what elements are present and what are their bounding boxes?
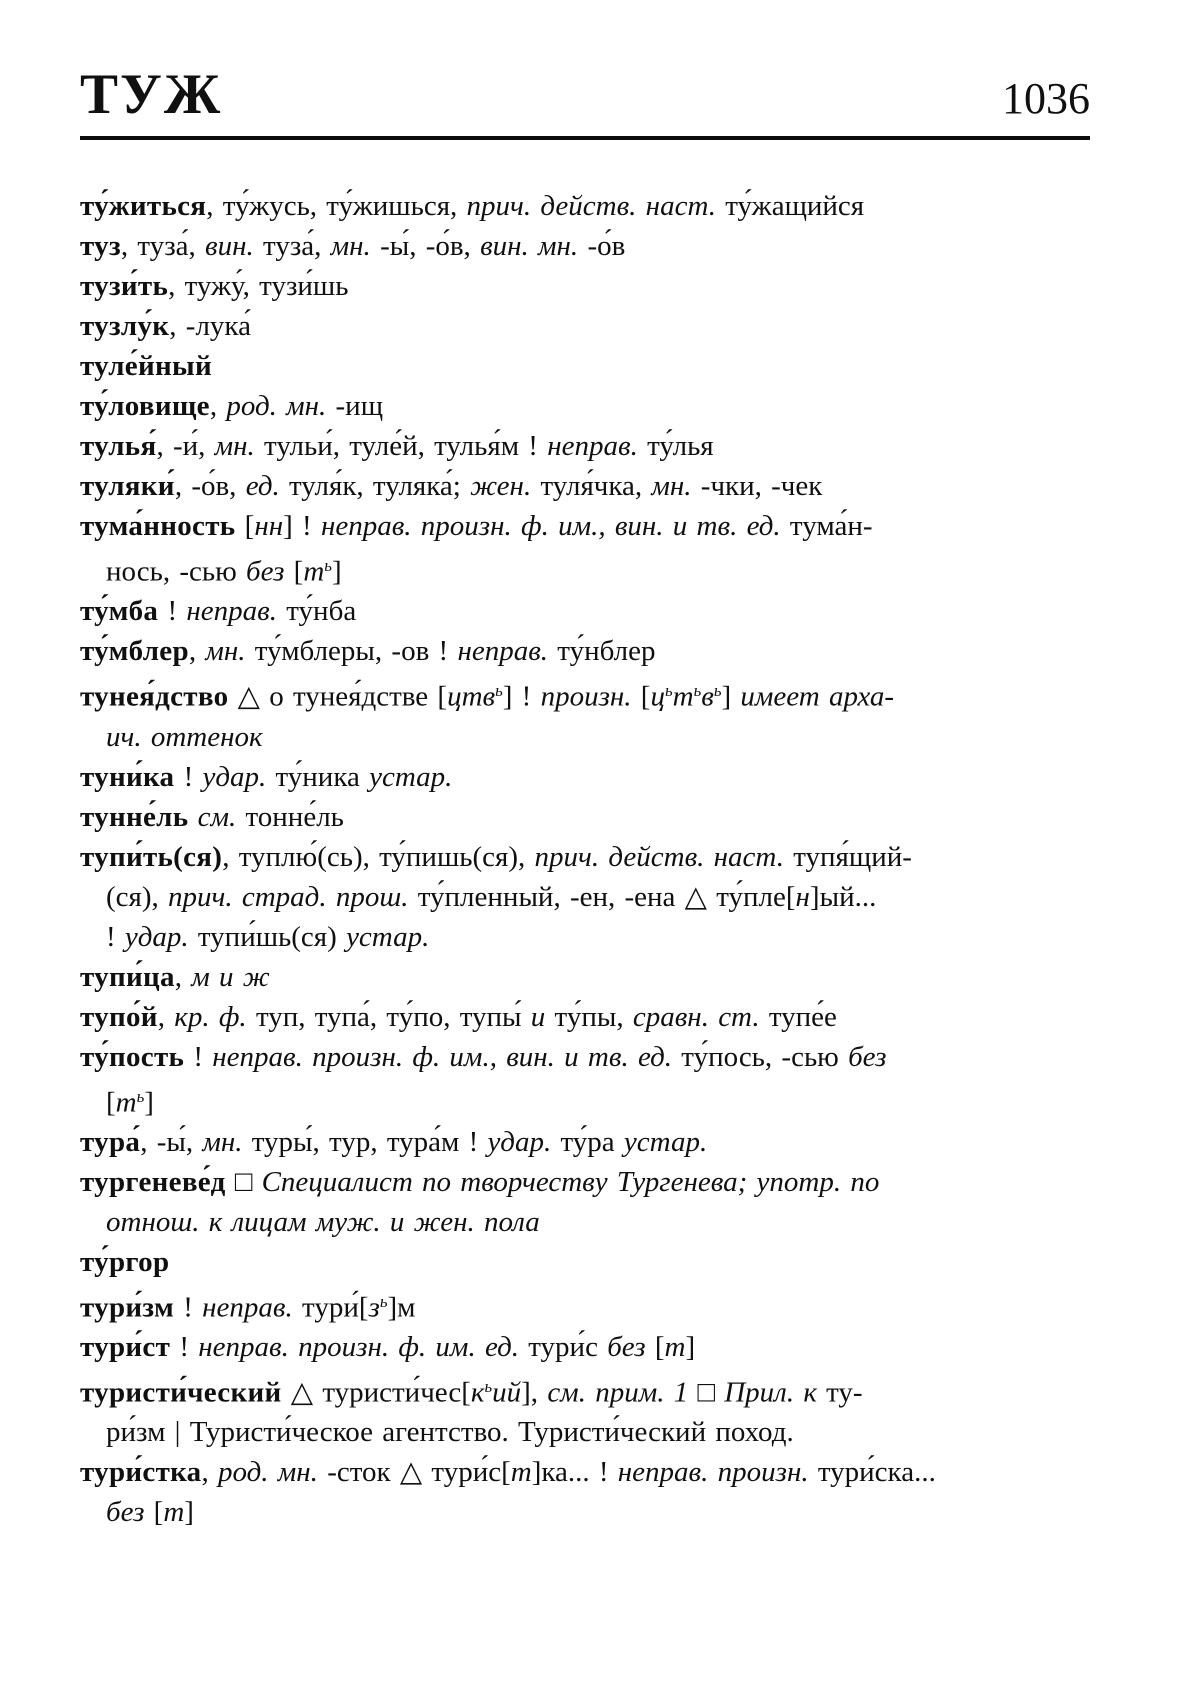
text-segment: ту́житься [80,190,207,222]
text-segment: род. мн. [218,1456,318,1489]
text-segment: , [188,635,206,668]
text-segment: ту́лья [637,430,714,462]
text-segment: ту́мблеры, -ов ! [245,635,458,668]
text-segment: туз [80,230,121,262]
text-segment: тури́с [519,1331,608,1363]
text-segment: ] [721,680,741,713]
text-segment: имеет арха- [740,680,895,713]
text-segment: т [303,555,325,588]
text-segment: △ о тунея́дстве [ [228,680,448,713]
text-segment: ] [685,1331,696,1363]
entry-line [80,1367,1090,1412]
text-segment: устар. [623,1125,708,1158]
text-segment: тура́ [80,1125,141,1158]
text-segment: (ся), [106,880,169,913]
text-segment: неправ. [186,595,278,628]
text-segment: мн. [202,1125,243,1158]
text-segment: прич. страд. прош. [168,880,409,913]
text-segment: тупо́й [80,1000,158,1033]
text-segment: тонне́ль [236,800,344,833]
text-segment: мн. [214,430,255,462]
text-segment: ь [379,1291,388,1311]
text-segment: ту́пы, [545,1000,633,1033]
text-segment: т [672,680,694,713]
text-segment: ц [650,680,665,713]
text-segment: [ [631,680,651,713]
text-segment [188,801,197,833]
entry-line [80,631,1090,671]
text-segment: , туза́, [120,230,206,262]
text-segment: ту́жащийся [716,190,865,222]
text-segment: Прил. к [724,1376,817,1409]
entry-line [80,917,1090,957]
text-segment: [ [106,1085,116,1118]
text-segment: удар. [124,920,189,953]
text-segment: ту́ника [266,760,370,793]
text-segment: тунне́ль [80,800,189,833]
entry-line [80,1282,1090,1327]
entry-line [80,837,1090,877]
text-segment: тупи́ть(ся) [80,840,223,873]
text-segment: см. прим. 1 [547,1376,689,1409]
entry-line [80,226,1090,266]
text-segment: ь [495,681,503,701]
text-segment: ] [331,555,342,588]
text-segment: неправ. [457,635,549,668]
text-segment: тупя́щий- [783,840,912,873]
entry-line [80,1412,1090,1452]
entry-line [80,186,1090,226]
entry-line [80,877,1090,917]
text-segment: неправ. произн. ф. им., вин. и тв. ед. [320,510,781,542]
text-segment: неправ. [547,430,638,462]
entry-line [80,1452,1090,1492]
text-segment: удар. [487,1125,552,1158]
text-segment: тулья́ [80,430,157,462]
text-segment: устар. [369,760,453,793]
text-segment: , -ы́, [140,1125,203,1158]
entry-line [80,671,1090,716]
entry-line [80,506,1090,546]
entry-line [80,1077,1090,1122]
text-segment: тури́ска... [808,1456,936,1489]
text-segment: туп, тупа́, ту́по, тупы́ [246,1000,531,1033]
text-segment: ич. оттенок [106,720,263,753]
entry-line [80,1202,1090,1242]
text-segment: удар. [202,760,267,793]
text-segment: т [163,1496,185,1529]
text-segment: устар. [346,920,430,953]
text-segment: туля́чка, [531,470,652,502]
text-segment: [ [144,1496,164,1529]
text-segment: , [201,1456,218,1489]
text-segment: тури́[ [292,1291,369,1323]
text-segment: ! [174,760,203,793]
text-segment: туры́, тур, тура́м ! [242,1125,488,1158]
text-segment: ! [158,595,187,628]
text-segment: тупе́е [759,1000,837,1033]
text-segment: ь [136,1086,145,1106]
text-segment: туляки́ [80,470,175,502]
text-segment: без [607,1331,646,1363]
text-segment: [ [235,510,255,542]
text-segment: тупи́шь(ся) [188,920,347,953]
entry-line [80,1162,1090,1202]
text-segment: неправ. произн. [617,1456,809,1489]
text-segment: ] ! [502,680,541,713]
text-segment: цтв [447,680,496,713]
text-segment: -сток △ тури́с[ [317,1456,511,1489]
entry-line [80,797,1090,837]
text-segment: ], [521,1376,548,1409]
header-page-number: 1036 [1002,74,1090,123]
entry-line [80,306,1090,346]
text-segment: тузи́ть [80,270,169,302]
text-segment: □ [225,1165,262,1198]
text-segment: неправ. произн. ф. им. ед. [198,1331,520,1363]
text-segment: ! [106,920,125,953]
text-segment: тунея́дство [80,680,229,713]
text-segment: тузлу́к [80,310,170,342]
text-segment: ту́ловище [80,390,210,422]
text-segment: в [701,680,714,713]
dictionary-text-block [80,186,1090,1532]
text-segment: ту́мба [80,595,159,628]
text-segment: туля́к, туляка́; [279,470,471,502]
text-segment: род. мн. [226,390,327,422]
text-segment: тума́нность [80,510,236,542]
header-headword: ТУЖ [80,63,223,126]
text-segment: ри́зм | Туристи́ческое агентство. Туристи́ческий поход. [106,1416,794,1449]
text-segment: [ [284,555,304,588]
text-segment: без [848,1040,887,1073]
text-segment: ь [324,556,332,575]
entry-line [80,546,1090,591]
text-segment: ] ! [283,510,321,542]
text-segment: ]ка... ! [531,1456,618,1489]
entry-line [80,1492,1090,1532]
entry-line [80,957,1090,997]
text-segment: м и ж [191,960,270,993]
text-segment: без [246,555,285,588]
text-segment: мн. [330,230,371,262]
text-segment: неправ. [202,1291,293,1323]
entry-line [80,346,1090,386]
text-segment: ь [664,681,673,701]
text-segment: тури́ст [80,1331,171,1363]
text-segment: ий [492,1376,522,1409]
text-segment: , [157,1000,175,1033]
text-segment: вин. мн. [480,230,579,262]
text-segment: т [664,1331,686,1363]
entry-line [80,1327,1090,1367]
header-divider-rule [80,136,1090,140]
text-segment: мн. [205,635,246,668]
text-segment: □ [688,1376,725,1409]
text-segment: нось, -сью [106,555,247,588]
text-segment: туза́, [253,230,331,262]
entry-line [80,997,1090,1037]
text-segment: см. [197,800,237,833]
text-segment: ] [184,1496,194,1529]
text-segment: з [368,1291,380,1323]
text-segment: тульи́, туле́й, тулья́м ! [254,430,548,462]
text-segment: прич. действ. наст. [466,190,716,222]
text-segment: [ [645,1331,665,1363]
text-segment: -ы́, -о́в, [370,230,481,262]
entry-line [80,757,1090,797]
text-segment: тупи́ца [80,960,175,993]
text-segment: ту́ргор [80,1245,170,1278]
text-segment: сравн. ст. [632,1000,760,1033]
text-segment: , -и́, [156,430,215,462]
text-segment: вин. [205,230,254,262]
text-segment: ]ый... [809,880,877,913]
text-segment: без [106,1496,145,1529]
text-segment: тума́н- [780,510,873,542]
text-segment: ] [144,1085,154,1118]
text-segment: прич. действ. наст. [534,840,784,873]
text-segment: кр. ф. [174,1000,247,1033]
text-segment: жен. [470,470,532,502]
text-segment: ту- [816,1376,863,1409]
text-segment: т [510,1456,532,1489]
text-segment: ту́нблер [548,635,656,668]
text-segment: ту́ра [551,1125,624,1158]
entry-line [80,717,1090,757]
text-segment: , туплю́(сь), ту́пишь(ся), [222,840,535,873]
text-segment: ту́пость [80,1040,185,1073]
text-segment: , [209,390,227,422]
text-segment: Специалист по творчеству Тургенева; употр. по [261,1165,880,1198]
text-segment: ту́пленный, -ен, -ена △ ту́пле[ [408,880,796,913]
entry-line [80,466,1090,506]
text-segment: тургеневе́д [80,1165,226,1198]
entry-line [80,426,1090,466]
text-segment: тури́стка [80,1456,202,1489]
text-segment: тури́зм [80,1291,174,1323]
text-segment: туле́йный [80,350,212,382]
page-header [80,63,1090,126]
text-segment: , [174,960,192,993]
text-segment: нн [254,510,284,542]
text-segment: ту́мблер [80,635,189,668]
text-segment: ! [184,1040,213,1073]
text-segment: ед. [245,470,280,502]
text-segment: , -лука́ [169,310,251,342]
text-segment: отнош. к лицам муж. и жен. пола [106,1205,540,1238]
entry-line [80,1242,1090,1282]
text-segment: ]м [387,1291,416,1323]
text-segment: -ищ [326,390,384,422]
text-segment: ! [170,1331,199,1363]
entry-line [80,1037,1090,1077]
text-segment: произн. [540,680,632,713]
entry-line [80,591,1090,631]
text-segment: н [795,880,810,913]
text-segment: туни́ка [80,760,175,793]
text-segment: , -о́в, [174,470,246,502]
text-segment: т [115,1085,137,1118]
entry-line [80,386,1090,426]
text-segment: △ туристи́чес[ [281,1376,471,1409]
text-segment: мн. [651,470,692,502]
text-segment: ту́нба [277,595,357,628]
text-segment: ь [484,1377,493,1396]
text-segment: -о́в [578,230,626,262]
text-segment: и [530,1000,546,1033]
text-segment: , ту́жусь, ту́жишься, [206,190,467,222]
text-segment: -чки, -чек [691,470,823,502]
text-segment: ! [174,1291,203,1323]
text-segment: ь [713,681,722,701]
entry-line [80,1122,1090,1162]
text-segment: ту́пось, -сью [672,1040,849,1073]
text-segment: ь [693,681,702,701]
entry-line [80,266,1090,306]
text-segment: неправ. произн. ф. им., вин. и тв. ед. [212,1040,673,1073]
text-segment: к [470,1376,485,1409]
text-segment: туристи́ческий [80,1376,282,1409]
text-segment: , тужу́, тузи́шь [168,270,349,302]
